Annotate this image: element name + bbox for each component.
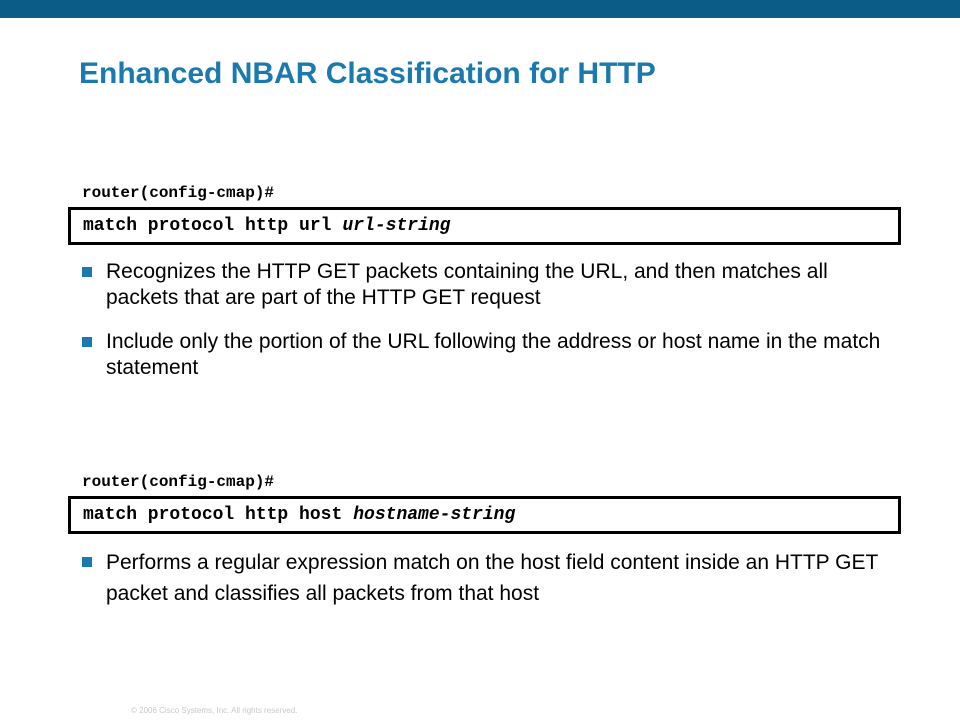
bullet-item: [82, 259, 882, 311]
command-prompt: router(config-cmap)#: [82, 184, 275, 202]
square-bullet-icon: [82, 337, 92, 347]
bullet-text: Recognizes the HTTP GET packets containing the URL, and then matches all packets that are part of the HTTP GET request: [106, 260, 828, 309]
bullet-text: Include only the portion of the URL following the address or host name in the match statement: [106, 330, 881, 379]
command-syntax-box: [68, 207, 901, 245]
bullet-text: Performs a regular expression match on the host field content inside an HTTP GET packet and classifies all packets from that host: [106, 551, 878, 605]
bullet-item: [82, 329, 882, 381]
command-prompt: router(config-cmap)#: [82, 473, 275, 491]
copyright-footer: © 2006 Cisco Systems, Inc. All rights reserved.: [131, 706, 298, 715]
slide-title: Enhanced NBAR Classification for HTTP: [79, 57, 656, 90]
command-text: match protocol http host: [83, 505, 343, 525]
command-argument: hostname-string: [353, 505, 516, 525]
bullet-item: [82, 547, 882, 609]
command-argument: url-string: [342, 216, 451, 236]
square-bullet-icon: [82, 557, 92, 567]
top-banner: [0, 0, 960, 18]
command-text: match protocol http url: [83, 216, 332, 236]
square-bullet-icon: [82, 267, 92, 277]
command-syntax-box: [68, 496, 901, 534]
